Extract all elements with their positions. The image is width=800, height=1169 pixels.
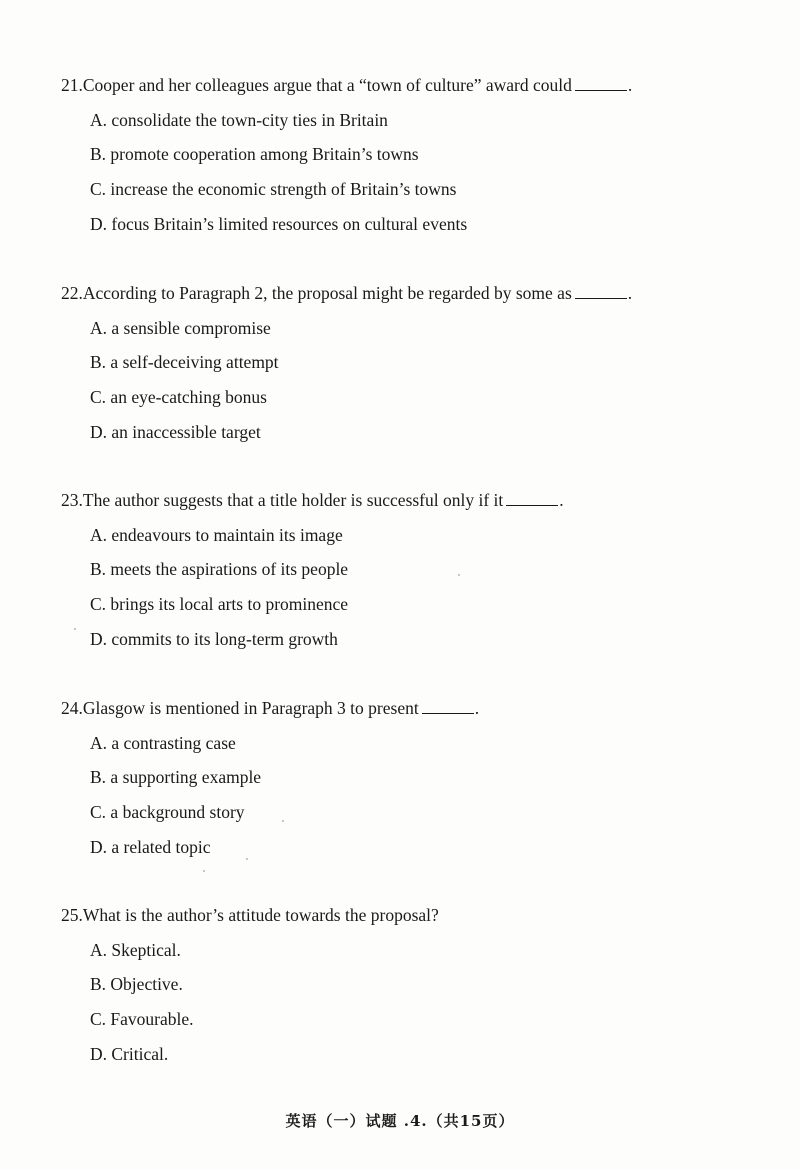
option-a[interactable]: A. endeavours to maintain its image	[90, 524, 343, 545]
question-text-end: .	[627, 283, 633, 303]
question-22	[61, 282, 761, 443]
answer-blank	[422, 699, 474, 714]
answer-blank	[575, 76, 627, 91]
question-text: Glasgow is mentioned in Paragraph 3 to present	[82, 698, 419, 718]
question-text: The author suggests that a title holder is successful only if it	[82, 490, 504, 510]
question-25	[61, 904, 761, 1065]
option-b[interactable]: B. Objective.	[90, 974, 183, 995]
question-text: Cooper and her colleagues argue that a “town of culture” award could	[82, 75, 572, 95]
option-d[interactable]: D. an inaccessible target	[90, 421, 261, 442]
scan-speck	[74, 628, 76, 630]
question-23	[61, 489, 761, 650]
question-number: 23.	[61, 490, 83, 510]
option-list	[61, 109, 761, 235]
option-d[interactable]: D. a related topic	[90, 836, 211, 857]
option-a[interactable]: A. Skeptical.	[90, 939, 181, 960]
question-number: 24.	[61, 698, 83, 718]
question-text-end: .	[559, 490, 564, 510]
option-list	[61, 939, 761, 1065]
option-c[interactable]: C. increase the economic strength of Britain’s towns	[90, 179, 457, 200]
scan-speck	[203, 870, 205, 872]
question-stem	[61, 282, 761, 304]
question-text: According to Paragraph 2, the proposal might be regarded by some as	[82, 283, 572, 303]
scan-speck	[246, 858, 248, 860]
option-list	[61, 317, 761, 443]
option-b[interactable]: B. a supporting example	[90, 767, 262, 788]
option-c[interactable]: C. Favourable.	[90, 1009, 194, 1030]
option-a[interactable]: A. a sensible compromise	[90, 317, 271, 338]
scan-speck	[282, 820, 284, 822]
question-24	[61, 697, 761, 858]
question-stem	[61, 489, 761, 511]
option-c[interactable]: C. an eye-catching bonus	[90, 387, 267, 408]
question-stem	[61, 697, 761, 719]
option-list	[61, 524, 761, 650]
option-a[interactable]: A. consolidate the town-city ties in Britain	[90, 109, 388, 130]
option-c[interactable]: C. brings its local arts to prominence	[90, 594, 349, 615]
question-number: 22.	[61, 283, 83, 303]
option-d[interactable]: D. commits to its long-term growth	[90, 628, 338, 649]
question-number: 25.	[61, 905, 83, 925]
option-b[interactable]: B. meets the aspirations of its people	[90, 559, 349, 580]
option-list	[61, 732, 761, 858]
question-text-end: .	[474, 698, 480, 718]
question-stem	[61, 74, 761, 96]
option-b[interactable]: B. a self-deceiving attempt	[90, 352, 279, 373]
question-text-end: .	[627, 75, 633, 95]
option-c[interactable]: C. a background story	[90, 802, 245, 823]
option-b[interactable]: B. promote cooperation among Britain’s towns	[90, 144, 419, 165]
question-number: 21.	[61, 75, 83, 95]
page-footer: 英语（一）试题 .4.（共15页）	[285, 1112, 515, 1130]
option-d[interactable]: D. focus Britain’s limited resources on cultural events	[90, 213, 468, 234]
scan-speck	[458, 574, 460, 576]
option-a[interactable]: A. a contrasting case	[90, 732, 236, 753]
option-d[interactable]: D. Critical.	[90, 1043, 169, 1064]
question-text: What is the author’s attitude towards the proposal?	[82, 905, 439, 925]
question-stem	[61, 904, 761, 926]
question-21	[61, 74, 761, 235]
answer-blank	[575, 284, 627, 299]
answer-blank	[506, 491, 558, 506]
